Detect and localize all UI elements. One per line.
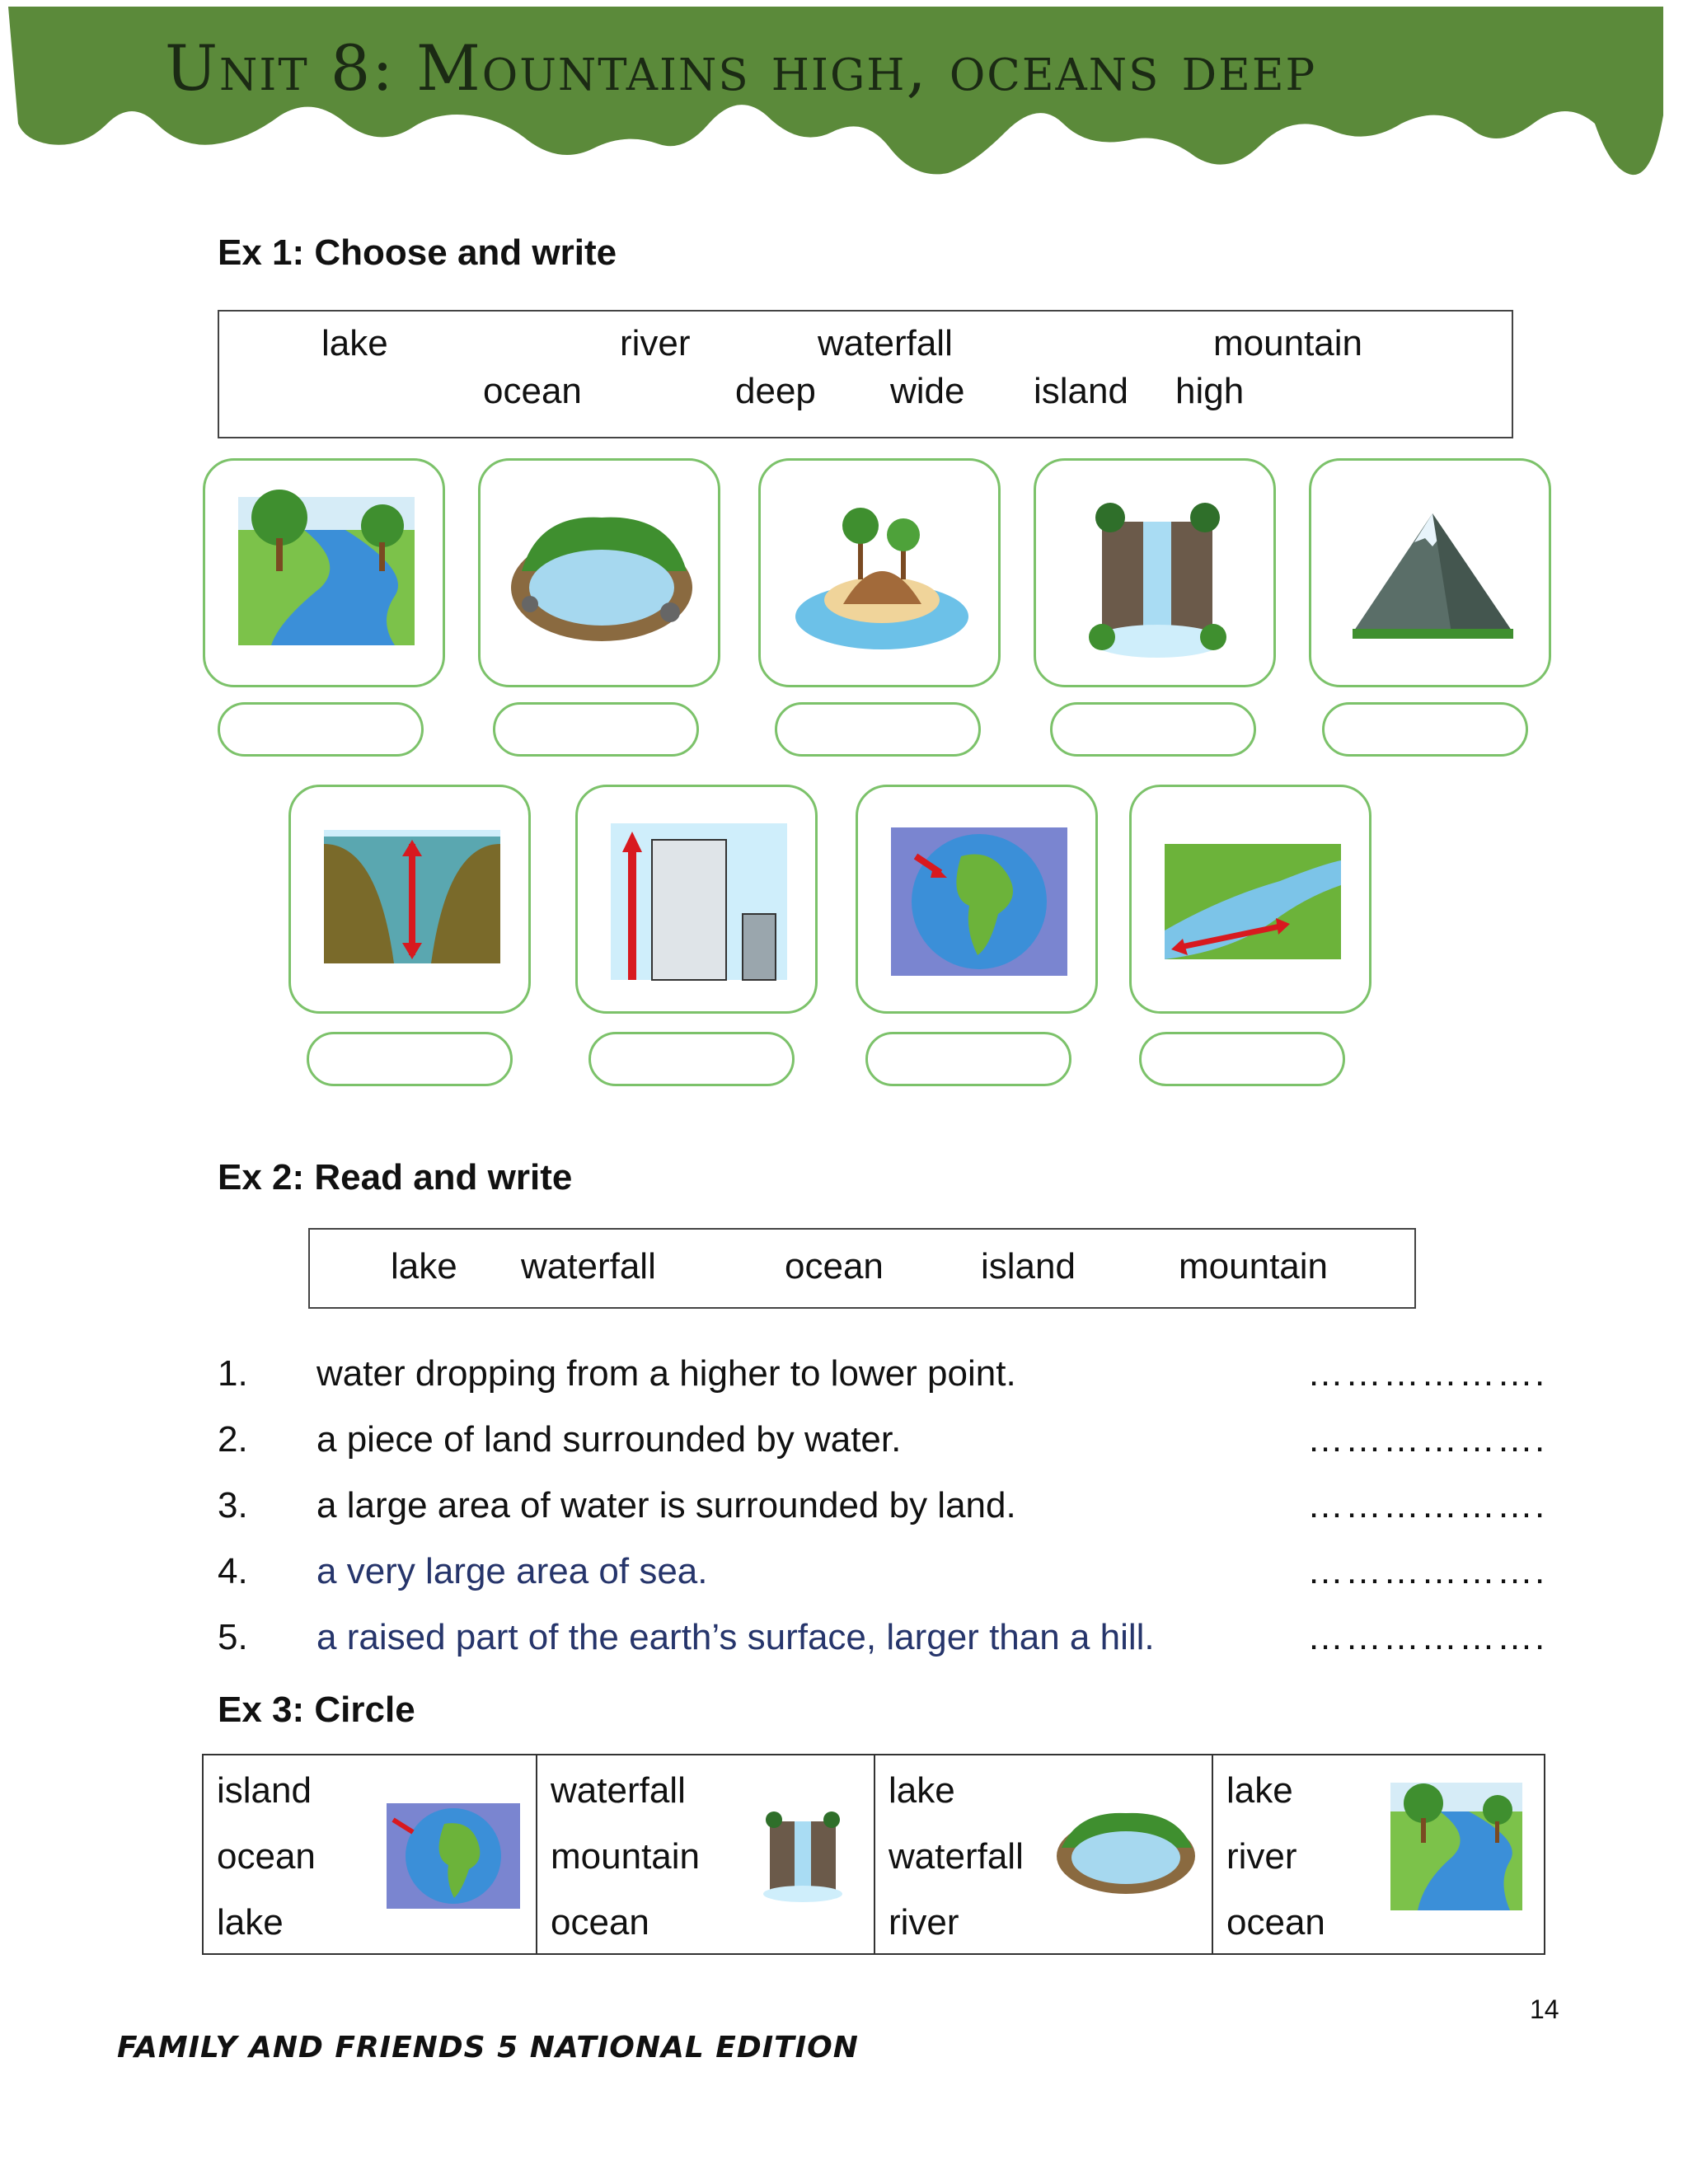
circle-option[interactable]: lake <box>889 1770 955 1811</box>
question-number: 1. <box>218 1353 248 1394</box>
ex1-word-bank <box>218 310 1513 438</box>
river-card <box>203 458 445 687</box>
unit-title: Unit 8: Mountains high, oceans deep <box>165 31 1317 105</box>
bank-word: ocean <box>483 371 582 411</box>
globe-icon <box>883 807 1076 996</box>
lake-icon <box>505 480 698 670</box>
island-card <box>758 458 1001 687</box>
circle-option[interactable]: ocean <box>551 1902 649 1943</box>
river-icon <box>1386 1779 1526 1915</box>
circle-option[interactable]: waterfall <box>551 1770 686 1811</box>
waterfall-card <box>1034 458 1276 687</box>
circle-option[interactable]: island <box>217 1770 312 1811</box>
bank-word: waterfall <box>818 323 953 363</box>
answer-box[interactable] <box>493 702 699 757</box>
footer-book-title: FAMILY AND FRIENDS 5 NATIONAL EDITION <box>117 2031 859 2064</box>
circle-option[interactable]: mountain <box>551 1836 701 1877</box>
ex2-word-bank <box>308 1228 1416 1309</box>
question-number: 4. <box>218 1551 248 1591</box>
high-card <box>575 785 818 1014</box>
high-icon <box>603 807 795 996</box>
bank-word: mountain <box>1213 323 1363 363</box>
question-number: 3. <box>218 1485 248 1526</box>
bank-word: island <box>981 1246 1076 1286</box>
answer-blank[interactable]: ………………. <box>1307 1419 1547 1460</box>
question-text: a raised part of the earth’s surface, larger than a hill. <box>316 1617 1155 1657</box>
answer-box[interactable] <box>588 1032 795 1086</box>
bank-word: river <box>620 323 691 363</box>
lake-card <box>478 458 720 687</box>
ex3-cell <box>1213 1755 1544 1953</box>
answer-box[interactable] <box>865 1032 1071 1086</box>
answer-box[interactable] <box>218 702 424 757</box>
bank-word: waterfall <box>521 1246 656 1286</box>
deep-icon <box>316 807 509 996</box>
bank-word: ocean <box>785 1246 884 1286</box>
answer-box[interactable] <box>775 702 981 757</box>
answer-box[interactable] <box>1139 1032 1345 1086</box>
island-icon <box>785 480 978 670</box>
bank-word: island <box>1034 371 1128 411</box>
waterfall-icon <box>753 1805 852 1904</box>
ocean-globe-card <box>856 785 1098 1014</box>
deep-card <box>288 785 531 1014</box>
answer-blank[interactable]: ………………. <box>1307 1485 1547 1526</box>
page-number: 14 <box>1530 1994 1559 2024</box>
circle-option[interactable]: lake <box>1226 1770 1293 1811</box>
ex1-heading: Ex 1: Choose and write <box>218 232 617 273</box>
bank-word: high <box>1175 371 1245 411</box>
wide-river-icon <box>1156 807 1349 996</box>
circle-option[interactable]: river <box>889 1902 959 1943</box>
mountain-card <box>1309 458 1551 687</box>
river-icon <box>230 480 423 670</box>
globe-icon <box>387 1803 520 1909</box>
answer-blank[interactable]: ………………. <box>1307 1353 1547 1394</box>
wide-river-card <box>1129 785 1372 1014</box>
ex3-cell <box>204 1755 537 1953</box>
question-text: a piece of land surrounded by water. <box>316 1419 902 1460</box>
circle-option[interactable]: lake <box>217 1902 284 1943</box>
answer-box[interactable] <box>307 1032 513 1086</box>
ex3-heading: Ex 3: Circle <box>218 1690 415 1730</box>
bank-word: deep <box>735 371 816 411</box>
answer-box[interactable] <box>1322 702 1528 757</box>
question-number: 2. <box>218 1419 248 1460</box>
circle-option[interactable]: waterfall <box>889 1836 1024 1877</box>
ex3-cell <box>875 1755 1213 1953</box>
question-text: a very large area of sea. <box>316 1551 708 1591</box>
ex3-table <box>202 1754 1545 1955</box>
question-text: a large area of water is surrounded by land. <box>316 1485 1016 1526</box>
circle-option[interactable]: ocean <box>1226 1902 1325 1943</box>
waterfall-icon <box>1061 480 1254 670</box>
mountain-icon <box>1336 480 1529 670</box>
bank-word: wide <box>890 371 965 411</box>
circle-option[interactable]: ocean <box>217 1836 316 1877</box>
ex2-heading: Ex 2: Read and write <box>218 1157 573 1197</box>
answer-blank[interactable]: ………………. <box>1307 1617 1547 1657</box>
bank-word: lake <box>391 1246 457 1286</box>
ex3-cell <box>537 1755 875 1953</box>
question-text: water dropping from a higher to lower point. <box>316 1353 1016 1394</box>
answer-box[interactable] <box>1050 702 1256 757</box>
circle-option[interactable]: river <box>1226 1836 1297 1877</box>
lake-icon <box>1053 1807 1198 1897</box>
answer-blank[interactable]: ………………. <box>1307 1551 1547 1591</box>
bank-word: lake <box>321 323 388 363</box>
question-number: 5. <box>218 1617 248 1657</box>
bank-word: mountain <box>1179 1246 1329 1286</box>
